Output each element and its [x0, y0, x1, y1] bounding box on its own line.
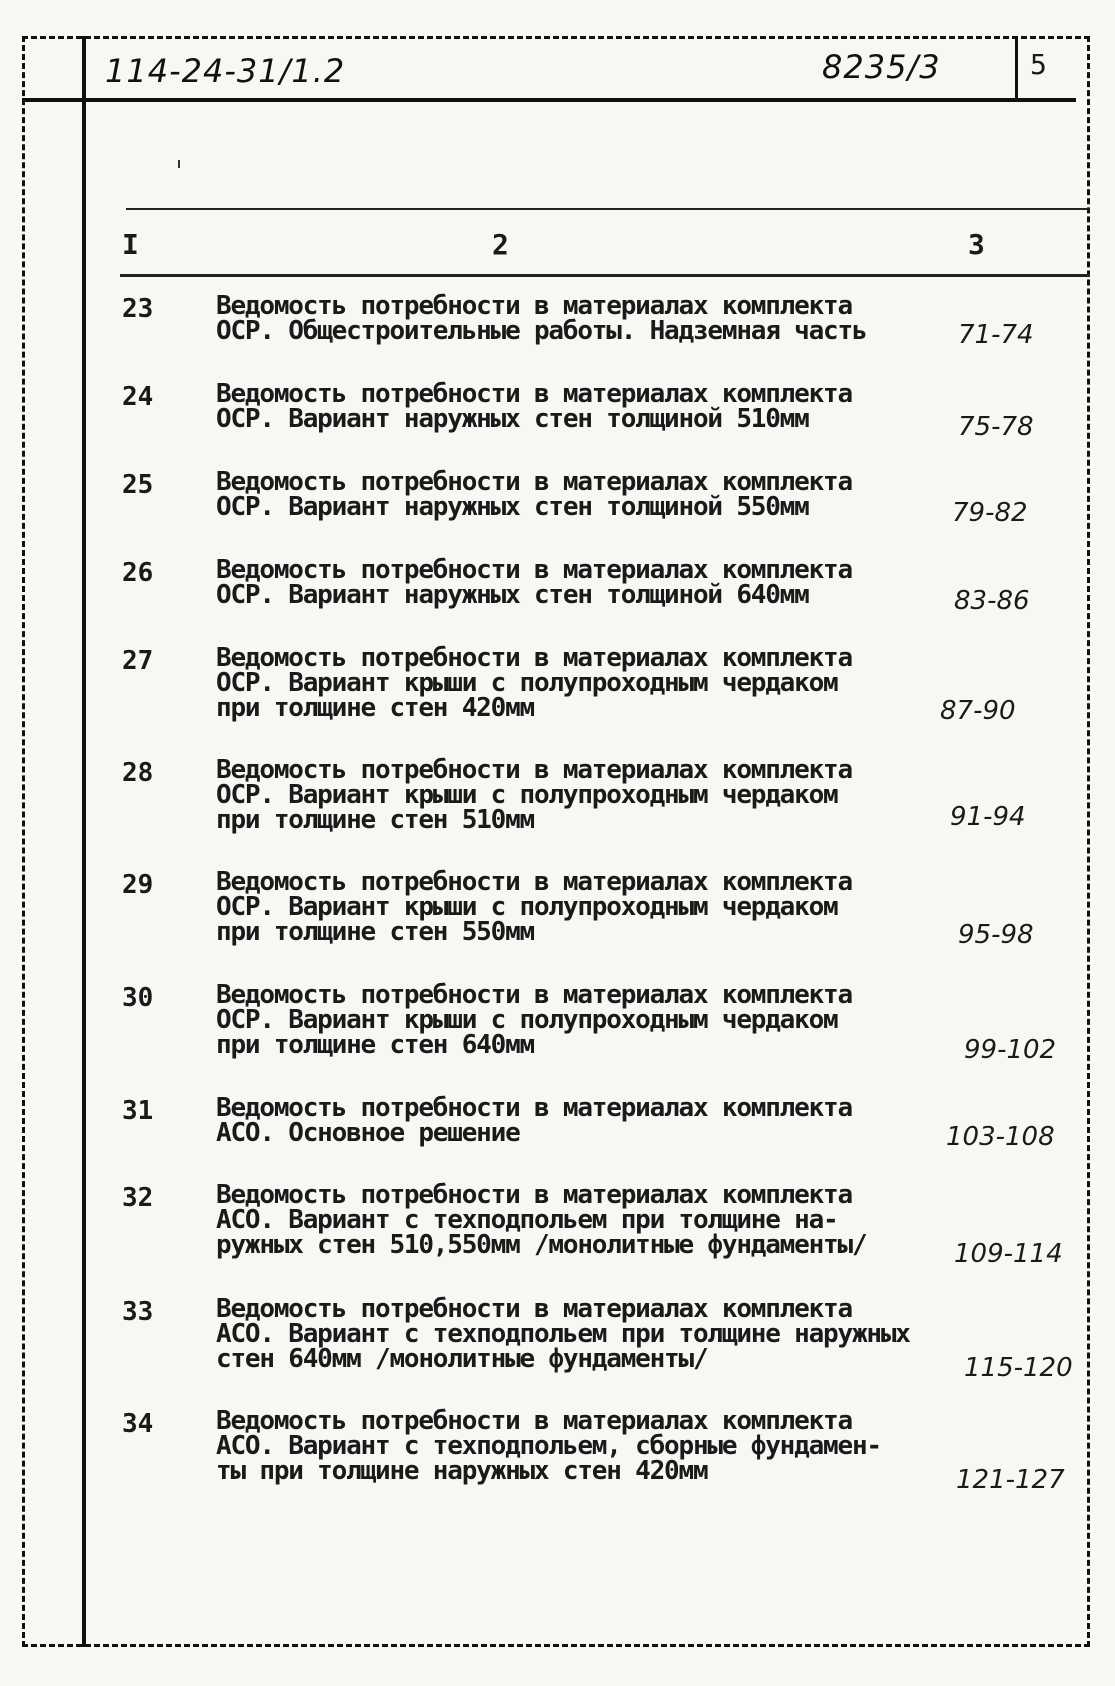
row-pages: 121-127 [956, 1465, 1065, 1495]
title-block-line [22, 98, 1076, 102]
row-title: Ведомость потребности в материалах комплекта ОСР. Вариант крыши с полупроходным чердаком при толщине стен 550мм [216, 867, 852, 947]
row-number: 25 [122, 470, 154, 500]
row-number: 27 [122, 646, 154, 676]
stray-mark [178, 160, 180, 168]
document-code: 114-24-31/1.2 [105, 52, 346, 90]
row-pages: 79-82 [952, 498, 1028, 528]
row-pages: 75-78 [958, 412, 1034, 442]
row-pages: 87-90 [940, 696, 1016, 726]
row-number: 33 [122, 1297, 154, 1327]
inventory-number: 8235/3 [822, 48, 941, 86]
table-header-top-line [126, 208, 1090, 210]
row-title: Ведомость потребности в материалах комплекта АСО. Вариант с техподпольем при толщине наружных стен 640мм /монолитные фундаменты/ [216, 1294, 910, 1374]
row-number: 32 [122, 1183, 154, 1213]
row-number: 23 [122, 294, 154, 324]
row-pages: 99-102 [964, 1035, 1057, 1065]
row-number: 30 [122, 983, 154, 1013]
row-number: 26 [122, 558, 154, 588]
row-pages: 115-120 [964, 1353, 1073, 1383]
row-title: Ведомость потребности в материалах комплекта АСО. Основное решение [216, 1093, 852, 1148]
row-title: Ведомость потребности в материалах комплекта ОСР. Вариант крыши с полупроходным чердаком при толщине стен 510мм [216, 755, 852, 835]
column-header-2: 2 [492, 228, 509, 261]
sheet-number: 5 [1030, 48, 1047, 81]
row-title: Ведомость потребности в материалах комплекта ОСР. Вариант крыши с полупроходным чердаком при толщине стен 420мм [216, 643, 852, 723]
row-title: Ведомость потребности в материалах комплекта ОСР. Вариант наружных стен толщиной 640мм [216, 555, 852, 610]
row-title: Ведомость потребности в материалах комплекта АСО. Вариант с техподпольем при толщине на- ружных стен 510,550мм /монолитные фундаменты/ [216, 1180, 867, 1260]
row-pages: 91-94 [950, 802, 1026, 832]
row-number: 29 [122, 870, 154, 900]
row-pages: 103-108 [946, 1122, 1055, 1152]
row-title: Ведомость потребности в материалах комплекта ОСР. Вариант наружных стен толщиной 510мм [216, 379, 852, 434]
column-header-3: 3 [968, 228, 985, 261]
row-pages: 109-114 [954, 1239, 1063, 1269]
column-header-1: I [122, 228, 139, 261]
row-number: 28 [122, 758, 154, 788]
row-title: Ведомость потребности в материалах комплекта ОСР. Вариант крыши с полупроходным чердаком при толщине стен 640мм [216, 980, 852, 1060]
row-pages: 83-86 [954, 586, 1030, 616]
row-title: Ведомость потребности в материалах комплекта ОСР. Вариант наружных стен толщиной 550мм [216, 467, 852, 522]
binding-margin-line [82, 36, 86, 1647]
table-header-bottom-line [120, 274, 1090, 277]
row-number: 34 [122, 1409, 154, 1439]
sheet-number-divider [1015, 36, 1018, 98]
row-number: 31 [122, 1096, 154, 1126]
row-title: Ведомость потребности в материалах комплекта АСО. Вариант с техподпольем, сборные фундамен- ты при толщине наружных стен 420мм [216, 1406, 881, 1486]
row-number: 24 [122, 382, 154, 412]
row-pages: 71-74 [958, 320, 1034, 350]
row-pages: 95-98 [958, 920, 1034, 950]
row-title: Ведомость потребности в материалах комплекта ОСР. Общестроительные работы. Надземная часть [216, 291, 867, 346]
